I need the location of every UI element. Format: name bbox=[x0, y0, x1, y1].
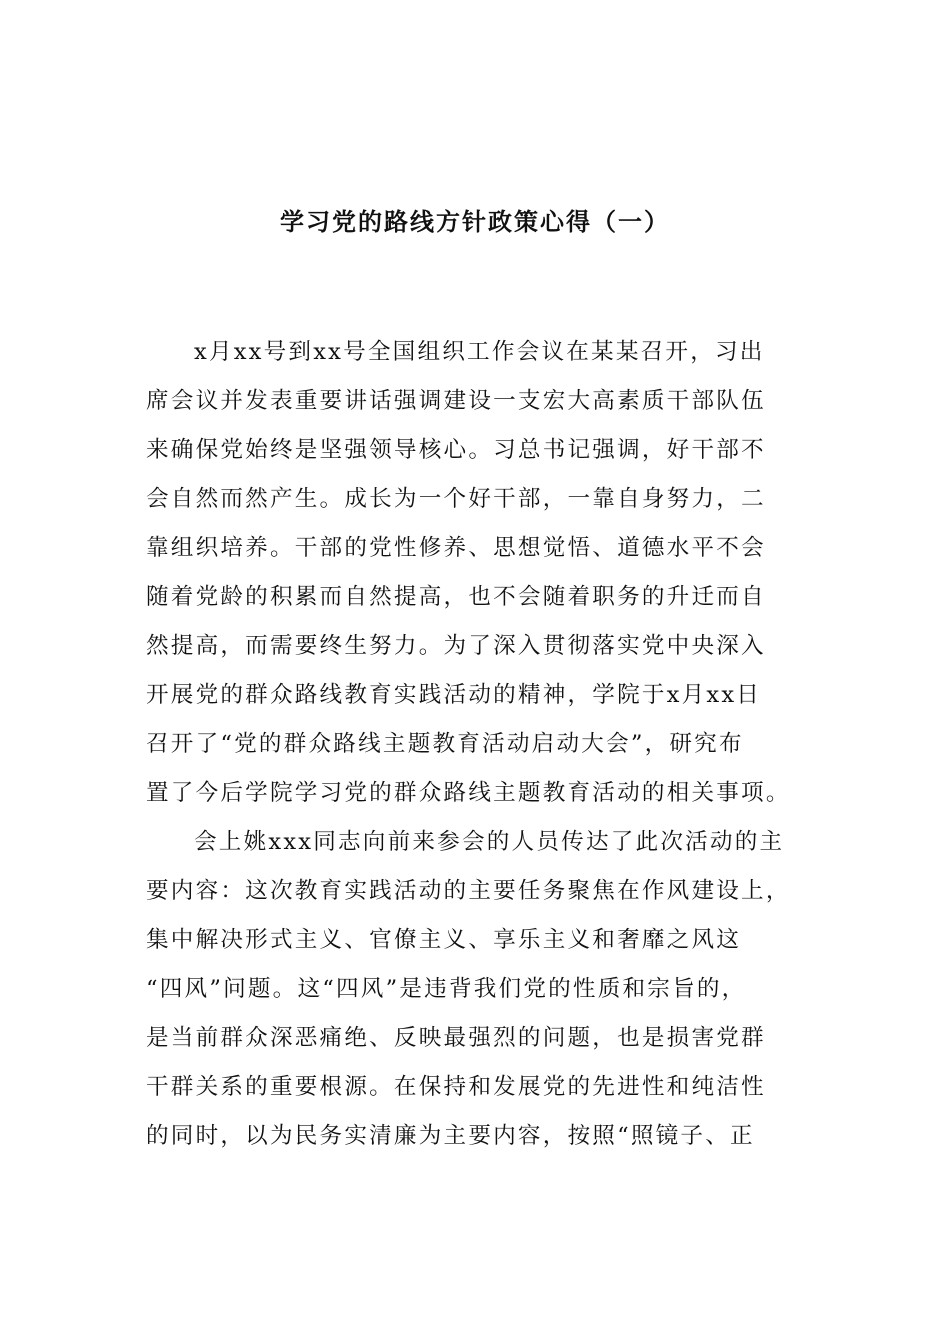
paragraph-2-line: “四风”问题。这“四风”是违背我们党的性质和宗旨的， bbox=[146, 976, 747, 1002]
paragraph-1-line: 靠组织培养。干部的党性修养、思想觉悟、道德水平不会 bbox=[146, 535, 766, 561]
paragraph-2-line: 集中解决形式主义、官僚主义、享乐主义和奢靡之风这 bbox=[146, 927, 742, 953]
paragraph-2-line: 要内容：这次教育实践活动的主要任务聚焦在作风建设上， bbox=[146, 878, 791, 904]
paragraph-1-line: 席会议并发表重要讲话强调建设一支宏大高素质干部队伍 bbox=[146, 388, 766, 414]
document-title: 学习党的路线方针政策心得（一） bbox=[280, 208, 670, 236]
paragraph-2-line-1: 会上姚xxx同志向前来参会的人员传达了此次活动的主 bbox=[194, 829, 785, 855]
paragraph-1-line: 召开了“党的群众路线主题教育活动启动大会”，研究布 bbox=[146, 731, 744, 757]
paragraph-1-line: 随着党龄的积累而自然提高，也不会随着职务的升迁而自 bbox=[146, 584, 766, 610]
paragraph-1-line-1: x月xx号到xx号全国组织工作会议在某某召开，习出 bbox=[194, 339, 765, 365]
paragraph-2-line: 的同时，以为民务实清廉为主要内容，按照“照镜子、正 bbox=[146, 1123, 755, 1149]
paragraph-1-line: 开展党的群众路线教育实践活动的精神，学院于x月xx日 bbox=[146, 682, 762, 708]
paragraph-1-line: 然提高，而需要终生努力。为了深入贯彻落实党中央深入 bbox=[146, 633, 766, 659]
paragraph-2-line: 是当前群众深恶痛绝、反映最强烈的问题，也是损害党群 bbox=[146, 1025, 766, 1051]
paragraph-2-line: 干群关系的重要根源。在保持和发展党的先进性和纯洁性 bbox=[146, 1074, 766, 1100]
paragraph-1-line: 来确保党始终是坚强领导核心。习总书记强调，好干部不 bbox=[146, 437, 766, 463]
paragraph-1-line: 会自然而然产生。成长为一个好干部，一靠自身努力，二 bbox=[146, 486, 766, 512]
paragraph-1-line: 置了今后学院学习党的群众路线主题教育活动的相关事项。 bbox=[146, 780, 791, 806]
